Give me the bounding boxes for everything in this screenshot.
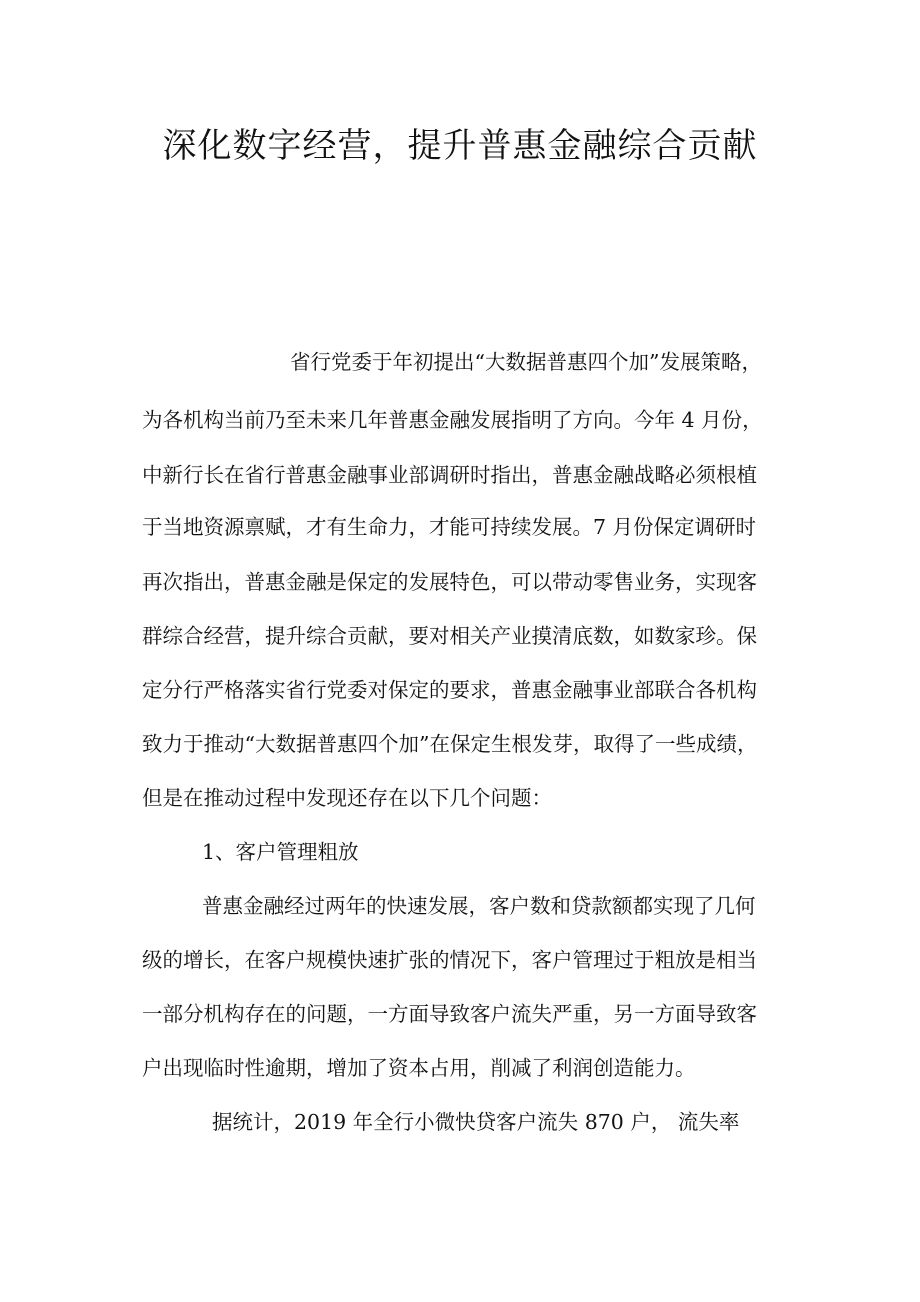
paragraph-line: 致力于推动“大数据普惠四个加”在保定生根发芽，取得了一些成绩， [142,732,758,756]
paragraph-line: 户出现临时性逾期，增加了资本占用，削减了利润创造能力。 [142,1056,696,1080]
paragraph-line: 定分行严格落实省行党委对保定的要求，普惠金融事业部联合各机构 [142,678,757,702]
paragraph-line: 群综合经营，提升综合贡献，要对相关产业摸清底数，如数家珍。保 [142,624,757,648]
paragraph-line: 于当地资源禀赋，才有生命力，才能可持续发展。7 月份保定调研时 [142,515,757,539]
paragraph-line: 中新行长在省行普惠金融事业部调研时指出，普惠金融战略必须根植 [142,463,757,487]
paragraph-line: 为各机构当前乃至未来几年普惠金融发展指明了方向。今年 4 月份， [142,408,763,432]
paragraph-line: 省行党委于年初提出“大数据普惠四个加”发展策略， [290,350,762,374]
document-title: 深化数字经营，提升普惠金融综合贡献 [162,126,758,166]
paragraph-line: 级的增长，在客户规模快速扩张的情况下，客户管理过于粗放是相当 [142,948,757,972]
paragraph-line: 普惠金融经过两年的快速发展，客户数和贷款额都实现了几何 [202,894,756,918]
paragraph-line: 一部分机构存在的问题，一方面导致客户流失严重，另一方面导致客 [142,1002,757,1026]
paragraph-line: 据统计，2019 年全行小微快贷客户流失 870 户， 流失率 [212,1110,740,1134]
section-heading: 1、客户管理粗放 [202,840,359,864]
paragraph-line: 但是在推动过程中发现还存在以下几个问题： [142,786,552,810]
paragraph-line: 再次指出，普惠金融是保定的发展特色，可以带动零售业务，实现客 [142,570,757,594]
